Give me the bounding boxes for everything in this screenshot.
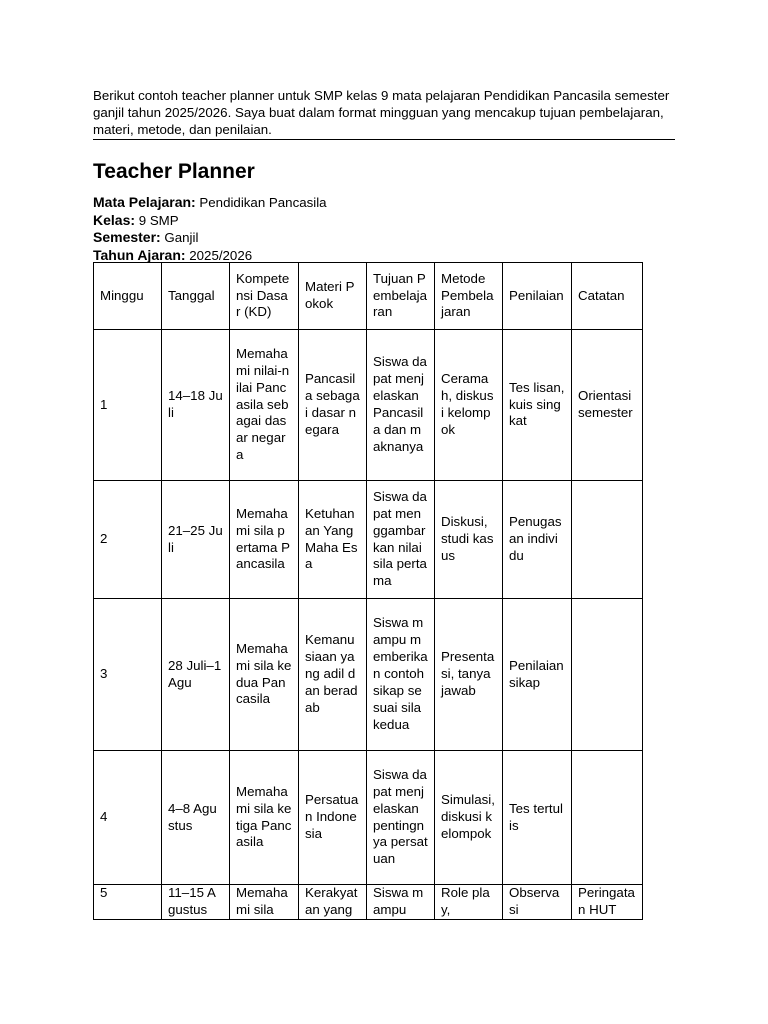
table-cell [162,885,230,920]
table-cell: 2 [94,481,162,599]
table-cell: Penugasan individu [503,481,572,599]
table-row [94,481,643,599]
table-cell [299,885,367,920]
table-cell: Presentasi, tanya jawab [435,599,503,751]
header-tanggal: Tanggal [162,263,230,330]
table-cell: 4 [94,751,162,885]
meta-year-value: 2025/2026 [185,247,253,263]
table-cell: Memahami nilai-nilai Pancasila sebagai dasar negara [230,330,299,481]
table-cell [572,481,643,599]
header-materi-pokok: Materi Pokok [299,263,367,330]
table-cell [572,751,643,885]
cell-text: Kerakyatan yang [305,885,358,917]
table-cell: 28 Juli–1 Agu [162,599,230,751]
meta-subject-label: Mata Pelajaran: [93,194,196,210]
table-cell: Penilaian sikap [503,599,572,751]
table-cell: Memahami sila kedua Pancasila [230,599,299,751]
table-row [94,599,643,751]
table-cell: Persatuan Indonesia [299,751,367,885]
table-cell: 3 [94,599,162,751]
meta-class [93,212,327,230]
table-cell: Siswa dapat menjelaskan Pancasila dan maknanya [367,330,435,481]
header-minggu: Minggu [94,263,162,330]
cell-text: Observasi [509,885,560,917]
table-cell: Ceramah, diskusi kelompok [435,330,503,481]
cell-text: Memahami sila [236,885,288,917]
meta-subject [93,194,327,212]
table-cell [572,599,643,751]
table-cell: Memahami sila pertama Pancasila [230,481,299,599]
planner-meta [93,194,327,264]
header-catatan: Catatan [572,263,643,330]
table-cell: Simulasi, diskusi kelompok [435,751,503,885]
table-cell: Tes tertulis [503,751,572,885]
table-cell: 4–8 Agustus [162,751,230,885]
table-cell: Siswa dapat menggambarkan nilai sila pertama [367,481,435,599]
document-title: Teacher Planner [93,160,255,183]
table-cell: 21–25 Juli [162,481,230,599]
table-cell [94,885,162,920]
table-cell [367,885,435,920]
meta-year-label: Tahun Ajaran: [93,246,186,263]
table-cell: Pancasila sebagai dasar negara [299,330,367,481]
meta-subject-value: Pendidikan Pancasila [195,195,327,210]
table-row [94,330,643,481]
intro-paragraph: Berikut contoh teacher planner untuk SMP kelas 9 mata pelajaran Pendidikan Pancasila semester ganjil tahun 2025/2026. Saya buat dalam format mingguan yang mencakup tujuan pembelajaran, materi, metode, dan penilaian. [93,87,675,140]
table-cell: Tes lisan, kuis singkat [503,330,572,481]
table-cell [503,885,572,920]
table-cell: Siswa mampu memberikan contoh sikap sesuai sila kedua [367,599,435,751]
table-cell: 1 [94,330,162,481]
cell-text: 5 [100,885,108,900]
table-cell: Ketuhanan Yang Maha Esa [299,481,367,599]
meta-class-label: Kelas: [93,211,136,228]
table-cell: Kemanusiaan yang adil dan beradab [299,599,367,751]
table-cell: Diskusi, studi kasus [435,481,503,599]
cell-text: 11–15 Agustus [168,885,216,917]
meta-semester-label: Semester: [93,229,161,245]
cell-text: Siswa mampu [373,885,424,917]
meta-semester [93,229,327,247]
table-cell: Orientasi semester [572,330,643,481]
header-tujuan-pembelajaran: Tujuan Pembelajaran [367,263,435,330]
planner-table [93,262,643,920]
meta-semester-value: Ganjil [160,230,199,245]
table-cell [230,885,299,920]
table-cell [435,885,503,920]
table-row [94,751,643,885]
cell-text: Role play, [441,885,490,917]
table-row [94,885,643,920]
header-kompetensi-dasar: Kompetensi Dasar (KD) [230,263,299,330]
table-cell [572,885,643,920]
table-cell: Memahami sila ketiga Pancasila [230,751,299,885]
meta-class-value: 9 SMP [135,212,179,228]
table-cell: 14–18 Juli [162,330,230,481]
table-header-row [94,263,643,330]
table-cell: Siswa dapat menjelaskan pentingnya persatuan [367,751,435,885]
cell-text: Peringatan HUT [578,885,635,917]
header-penilaian: Penilaian [503,263,572,330]
header-metode-pembelajaran: Metode Pembelajaran [435,263,503,330]
